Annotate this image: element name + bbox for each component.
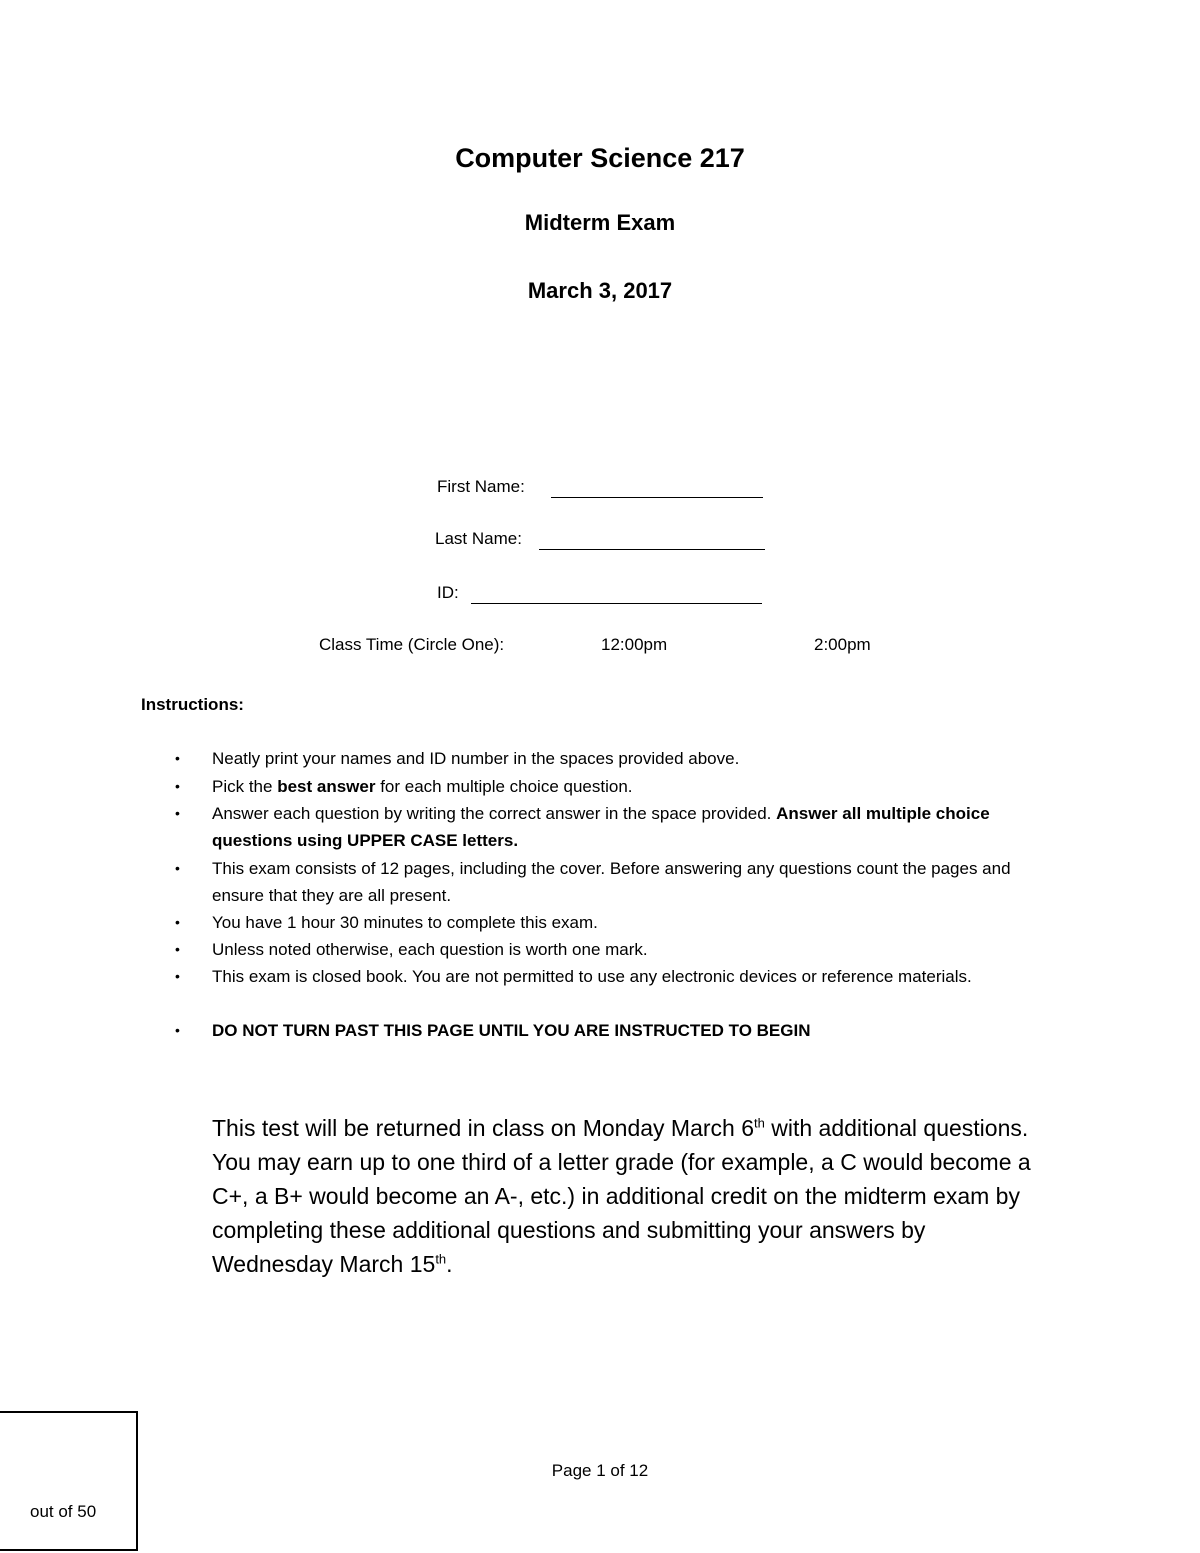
instruction-text: Answer each question by writing the correct answer in the space provided. [212,804,777,823]
instruction-item [212,773,1062,800]
instruction-text: Pick the [212,777,278,796]
last-name-field[interactable] [539,549,765,550]
class-time-label: Class Time (Circle One): [319,635,505,654]
id-label: ID: [437,583,459,602]
bullet-icon: • [175,805,180,821]
bullet-icon: • [175,1022,180,1038]
notice-text: with additional questions. You may earn up to one third of a letter grade (for example, a C would become a C+, a B+ would become an A-, etc.) in additional credit on the midterm exam by completing these additional questions and submitting your answers by Wednesday March 15 [212,1115,1031,1277]
notice-text: . [446,1251,453,1277]
score-box [0,1411,138,1551]
class-time-option-2pm[interactable]: 2:00pm [814,635,871,654]
instruction-item: This exam is closed book. You are not permitted to use any electronic devices or reference materials. [212,967,972,986]
instruction-text: for each multiple choice question. [375,777,633,796]
exam-subtitle: Midterm Exam [524,210,676,235]
last-name-label: Last Name: [435,529,522,548]
exam-date: March 3, 2017 [527,278,673,303]
instruction-item-warning: DO NOT TURN PAST THIS PAGE UNTIL YOU ARE INSTRUCTED TO BEGIN [212,1021,811,1040]
first-name-field[interactable] [551,497,763,498]
additional-credit-notice [212,1111,1032,1281]
notice-text: This test will be returned in class on Monday March 6 [212,1115,755,1141]
first-name-label: First Name: [437,477,525,496]
instruction-emphasis: best answer [277,777,376,796]
id-field[interactable] [471,603,762,604]
instructions-heading: Instructions: [141,695,244,714]
instruction-item: Unless noted otherwise, each question is worth one mark. [212,940,648,959]
score-total: out of 50 [30,1502,97,1521]
instruction-item: You have 1 hour 30 minutes to complete this exam. [212,913,598,932]
instruction-item [212,800,1062,854]
instruction-emphasis: Answer all multiple choice questions using UPPER CASE letters. [212,804,990,850]
ordinal-suffix: th [754,1115,765,1131]
bullet-icon: • [175,860,180,876]
bullet-icon: • [175,914,180,930]
page-number: Page 1 of 12 [551,1461,649,1480]
class-time-option-12pm[interactable]: 12:00pm [601,635,668,654]
bullet-icon: • [175,941,180,957]
instruction-item: Neatly print your names and ID number in the spaces provided above. [212,749,740,768]
exam-title: Computer Science 217 [455,143,745,173]
bullet-icon: • [175,750,180,766]
bullet-icon: • [175,968,180,984]
bullet-icon: • [175,778,180,794]
instruction-item: This exam consists of 12 pages, including the cover. Before answering any questions count the pages and ensure that they are all present. [212,859,1011,905]
ordinal-suffix: th [435,1251,447,1267]
